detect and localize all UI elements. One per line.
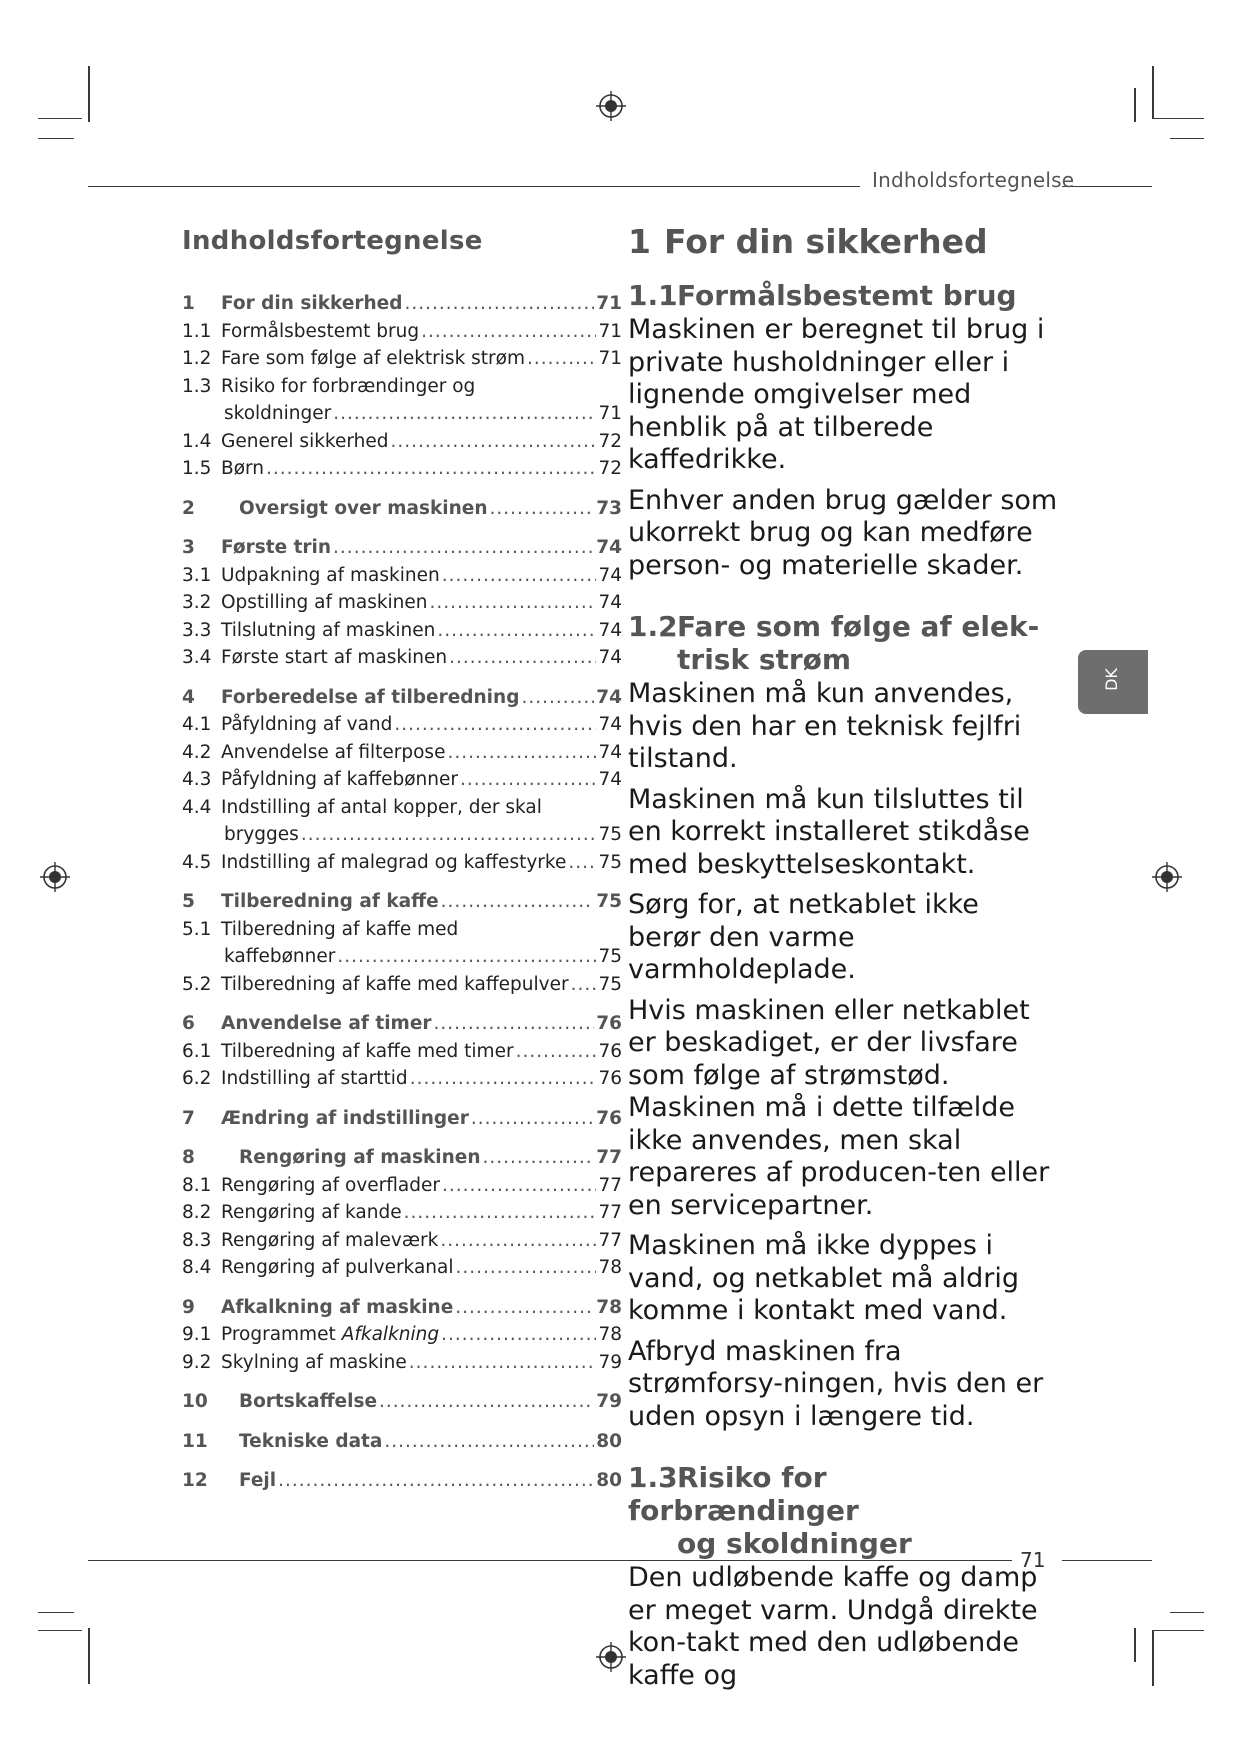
toc-title: Indholdsfortegnelse [182, 226, 483, 256]
toc-entry-label: Tilberedning af kaffe med [221, 918, 459, 940]
toc-entry-page: 74 [598, 592, 622, 613]
toc-entry-label: Forberedelse af tilberedning [221, 686, 520, 708]
crop-mark [38, 1612, 74, 1613]
toc-entry [182, 373, 622, 401]
toc-entry-label: Påfyldning af kaffebønner [221, 769, 458, 790]
toc-entry [182, 1467, 622, 1495]
toc-leader-dots [440, 1227, 596, 1255]
toc-entry [182, 1428, 622, 1456]
language-tab [1078, 650, 1148, 714]
paragraph: Afbryd maskinen fra strømforsy-ningen, hvis den er uden opsyn i længere tid. [628, 1335, 1044, 1432]
page-number: 71 [1020, 1548, 1046, 1572]
toc-entry-number: 3.3 [182, 619, 212, 641]
toc-entry-label: Indstilling af starttid [221, 1068, 408, 1089]
toc-entry-number: 8.3 [182, 1229, 212, 1251]
toc-entry-label: Børn [221, 458, 265, 479]
toc-entry-number: 3 [182, 537, 195, 558]
toc-entry-number: 9 [182, 1296, 195, 1318]
toc-entry-page: 75 [598, 973, 622, 995]
paragraph: Maskinen er beregnet til brug i private husholdninger eller i lignende omgivelser med henblik på at tilberede kaffedrikke. [628, 314, 1045, 475]
toc-entry-label: brygges [224, 824, 299, 845]
toc-entry [182, 1388, 622, 1416]
toc-entry-page: 74 [598, 619, 622, 641]
toc-entry-page: 71 [598, 403, 622, 424]
toc-leader-dots [442, 562, 597, 590]
toc-entry [182, 739, 622, 767]
toc-entry [182, 1321, 622, 1349]
toc-entry-number: 3.4 [182, 647, 212, 668]
paragraph: Maskinen må kun tilsluttes til en korrekt installeret stikdåse med beskyttelseskontakt. [628, 783, 1030, 880]
toc-entry [182, 821, 622, 849]
language-tab-label: DK [1101, 668, 1121, 691]
toc-entry-number: 1.4 [182, 430, 212, 452]
toc-entry-label: Afkalkning af maskine [221, 1296, 454, 1318]
toc-entry-number: 1.1 [182, 320, 212, 342]
section-heading: 1.2Fare som følge af elek- trisk strøm [628, 610, 1040, 676]
toc-entry-page: 72 [598, 458, 622, 479]
toc-entry [182, 345, 622, 373]
toc-entry-number: 6 [182, 1013, 195, 1034]
toc-entry [182, 562, 622, 590]
toc-entry [182, 400, 622, 428]
toc-leader-dots [379, 1388, 594, 1416]
toc-entry-label: Første start af maskinen [221, 647, 448, 668]
toc-entry-number: 9.1 [182, 1324, 212, 1345]
toc-entry-page: 77 [596, 1147, 622, 1168]
toc-entry-label: Rengøring af maleværk [221, 1229, 439, 1251]
toc-list [182, 290, 622, 1495]
crop-mark [1152, 118, 1204, 119]
toc-entry-page: 78 [598, 1324, 622, 1345]
toc-leader-dots [333, 400, 596, 428]
toc-entry-number: 6.1 [182, 1040, 212, 1062]
toc-leader-dots [430, 589, 597, 617]
toc-leader-dots [384, 1428, 594, 1456]
toc-leader-dots [455, 1294, 594, 1322]
toc-entry-number: 1 [182, 293, 195, 314]
paragraph: Maskinen må ikke dyppes i vand, og netkablet må aldrig komme i kontakt med vand. [628, 1230, 1019, 1326]
crop-mark [38, 138, 74, 139]
crop-mark [1134, 88, 1136, 122]
toc-entry-number: 3.1 [182, 564, 212, 586]
crop-mark [1152, 66, 1154, 118]
toc-entry-label: Rengøring af pulverkanal [221, 1257, 454, 1278]
toc-entry-label: Tilberedning af kaffe med kaffepulver [221, 973, 569, 995]
toc-entry [182, 589, 622, 617]
toc-entry [182, 644, 622, 672]
toc-entry-label: Formålsbestemt brug [221, 320, 420, 342]
toc-leader-dots [516, 1038, 597, 1066]
toc-entry [182, 495, 622, 523]
toc-entry-number: 4.3 [182, 769, 212, 790]
header-rule [88, 186, 860, 187]
toc-entry-page: 76 [598, 1040, 622, 1062]
toc-entry-label: Bortskaffelse [239, 1391, 378, 1412]
toc-entry-page: 71 [598, 348, 622, 369]
toc-leader-dots [571, 971, 597, 999]
paragraph: Hvis maskinen eller netkablet er beskadiget, er der livsfare som følge af strømstød. Maskinen må i dette tilfælde ikke anvendes, men skal repareres af producen-ten eller en servicepartner. [628, 994, 1050, 1221]
toc-entry [182, 888, 622, 916]
registration-mark-icon [40, 862, 70, 892]
crop-mark [38, 118, 82, 119]
toc-leader-dots [521, 684, 594, 712]
toc-entry-label: For din sikkerhed [221, 293, 403, 314]
toc-leader-dots [527, 345, 596, 373]
toc-entry-label: Udpakning af maskinen [221, 564, 440, 586]
footer-rule [1062, 1560, 1152, 1561]
toc-leader-dots [456, 1254, 597, 1282]
toc-entry-page: 74 [598, 769, 622, 790]
toc-entry-number: 5.2 [182, 973, 212, 995]
registration-mark-icon [596, 1642, 626, 1672]
toc-entry-number: 12 [182, 1470, 208, 1491]
table-of-contents [182, 226, 622, 1495]
toc-leader-dots [409, 1349, 597, 1377]
crop-mark [1152, 1630, 1204, 1631]
toc-entry-number: 8.1 [182, 1174, 212, 1196]
toc-entry-number: 10 [182, 1391, 208, 1412]
toc-entry-label: Tilslutning af maskinen [221, 619, 436, 641]
paragraph: Maskinen må kun anvendes, hvis den har en teknisk fejlfri tilstand. [628, 678, 1022, 774]
toc-entry-label: Indstilling af antal kopper, der skal [221, 796, 542, 818]
toc-entry-number: 8.2 [182, 1202, 212, 1223]
toc-entry [182, 1105, 622, 1133]
toc-entry [182, 794, 622, 822]
toc-entry [182, 766, 622, 794]
crop-mark [1170, 138, 1204, 139]
toc-entry-label: Risiko for forbrændinger og [221, 375, 476, 397]
toc-entry-label: Tilberedning af kaffe [221, 891, 439, 912]
toc-entry-label: Tekniske data [239, 1430, 383, 1452]
toc-entry-page: 79 [596, 1391, 622, 1412]
toc-entry-number: 5.1 [182, 918, 212, 940]
toc-entry-page: 76 [596, 1013, 622, 1034]
toc-entry-page: 77 [598, 1174, 622, 1196]
toc-entry-label: Indstilling af malegrad og kaffestyrke [221, 851, 567, 873]
toc-entry-number: 4 [182, 686, 195, 708]
toc-entry [182, 1144, 622, 1172]
toc-leader-dots [437, 617, 596, 645]
toc-entry-page: 76 [598, 1068, 622, 1089]
paragraph: Sørg for, at netkablet ikke berør den varme varmholdeplade. [628, 889, 979, 985]
toc-entry-label: Fare som følge af elektrisk strøm [221, 348, 525, 369]
toc-entry-label: Anvendelse af filterpose [221, 741, 446, 763]
main-content [628, 222, 1058, 1700]
toc-leader-dots [441, 1321, 596, 1349]
toc-entry-page: 77 [598, 1202, 622, 1223]
toc-entry [182, 1010, 622, 1038]
toc-entry-number: 4.1 [182, 714, 212, 735]
toc-leader-dots [441, 888, 595, 916]
toc-entry [182, 1172, 622, 1200]
toc-entry-page: 75 [598, 946, 622, 967]
toc-entry [182, 711, 622, 739]
section-heading: 1.3Risiko for forbrændinger og skoldninger [628, 1461, 912, 1560]
toc-leader-dots [404, 1199, 597, 1227]
toc-entry-label-italic: Afkalkning [341, 1324, 440, 1345]
crop-mark [88, 66, 90, 122]
toc-entry-number: 9.2 [182, 1351, 212, 1373]
toc-entry-number: 1.5 [182, 458, 212, 479]
toc-entry-page: 74 [598, 741, 622, 763]
toc-entry-label: Fejl [239, 1470, 277, 1491]
toc-entry-number: 6.2 [182, 1068, 212, 1089]
crop-mark [1170, 1612, 1204, 1613]
toc-entry-label: Rengøring af overflader [221, 1174, 440, 1196]
toc-entry [182, 684, 622, 712]
toc-entry-label: Opstilling af maskinen [221, 592, 428, 613]
toc-leader-dots [447, 739, 596, 767]
chapter-heading: 1 For din sikkerhed [628, 222, 988, 261]
toc-entry-page: 80 [596, 1470, 622, 1491]
toc-entry [182, 534, 622, 562]
toc-entry [182, 428, 622, 456]
toc-entry-page: 72 [598, 430, 622, 452]
paragraph: Den udløbende kaffe og damp er meget varm. Undgå direkte kon-takt med den udløbende kaffe og [628, 1562, 1038, 1691]
toc-entry-number: 8.4 [182, 1257, 212, 1278]
toc-entry-label: Anvendelse af timer [221, 1013, 432, 1034]
toc-entry-number: 8 [182, 1147, 195, 1168]
toc-entry-page: 71 [596, 293, 622, 314]
toc-entry-page: 76 [596, 1107, 622, 1129]
toc-entry-number: 4.2 [182, 741, 212, 763]
toc-entry-page: 75 [598, 824, 622, 845]
crop-mark [1134, 1628, 1136, 1662]
header-rule [1062, 186, 1152, 187]
toc-entry [182, 1227, 622, 1255]
toc-entry [182, 849, 622, 877]
toc-entry [182, 455, 622, 483]
toc-entry-label: Tilberedning af kaffe med timer [221, 1040, 514, 1062]
toc-entry [182, 943, 622, 971]
toc-entry [182, 290, 622, 318]
registration-mark-icon [1152, 862, 1182, 892]
toc-entry-page: 79 [598, 1351, 622, 1373]
toc-leader-dots [460, 766, 596, 794]
toc-leader-dots [266, 455, 596, 483]
toc-entry-page: 74 [598, 564, 622, 586]
toc-entry-label: Rengøring af maskinen [239, 1147, 481, 1168]
toc-entry [182, 1254, 622, 1282]
crop-mark [38, 1630, 82, 1631]
toc-entry [182, 318, 622, 346]
toc-leader-dots [394, 711, 596, 739]
toc-entry-page: 73 [596, 497, 622, 519]
toc-leader-dots [391, 428, 597, 456]
toc-entry-label: Rengøring af kande [221, 1202, 402, 1223]
toc-entry-number: 4.5 [182, 851, 212, 873]
toc-leader-dots [471, 1105, 594, 1133]
toc-leader-dots [410, 1065, 597, 1093]
toc-entry-label: kaffebønner [224, 946, 336, 967]
toc-leader-dots [301, 821, 597, 849]
registration-mark-icon [596, 91, 626, 121]
toc-entry-number: 2 [182, 497, 195, 519]
toc-entry-number: 1.2 [182, 348, 212, 369]
toc-entry-page: 78 [596, 1296, 622, 1318]
toc-entry [182, 617, 622, 645]
toc-entry [182, 971, 622, 999]
toc-entry-page: 75 [598, 851, 622, 873]
toc-entry-label: skoldninger [224, 403, 332, 424]
toc-leader-dots [483, 1144, 595, 1172]
toc-entry-number: 11 [182, 1430, 208, 1452]
toc-leader-dots [568, 849, 596, 877]
toc-entry-label: Oversigt over maskinen [239, 497, 488, 519]
toc-entry-number: 5 [182, 891, 195, 912]
toc-entry-number: 7 [182, 1107, 195, 1129]
crop-mark [1152, 1630, 1154, 1686]
toc-leader-dots [404, 290, 594, 318]
toc-entry-label: Skylning af maskine [221, 1351, 407, 1373]
toc-leader-dots [421, 318, 596, 346]
toc-leader-dots [278, 1467, 594, 1495]
paragraph: Enhver anden brug gælder som ukorrekt brug og kan medføre person- og materielle skader. [628, 484, 1058, 581]
toc-leader-dots [333, 534, 594, 562]
toc-entry-number: 4.4 [182, 796, 212, 818]
toc-entry-label: Programmet [221, 1324, 336, 1345]
toc-entry-page: 74 [596, 686, 622, 708]
toc-leader-dots [490, 495, 595, 523]
toc-entry-page: 77 [598, 1229, 622, 1251]
crop-mark [88, 1628, 90, 1684]
toc-entry-page: 71 [598, 320, 622, 342]
toc-leader-dots [449, 644, 596, 672]
toc-entry-label: Første trin [221, 537, 332, 558]
toc-entry-label: Ændring af indstillinger [221, 1107, 469, 1129]
toc-entry-page: 74 [598, 647, 622, 668]
toc-entry-label: Generel sikkerhed [221, 430, 389, 452]
toc-entry-number: 3.2 [182, 592, 212, 613]
toc-entry-page: 80 [596, 1430, 622, 1452]
toc-leader-dots [337, 943, 596, 971]
running-header: Indholdsfortegnelse [872, 168, 1075, 192]
toc-entry-label: Påfyldning af vand [221, 714, 393, 735]
toc-entry-number: 1.3 [182, 375, 212, 397]
toc-leader-dots [434, 1010, 595, 1038]
toc-entry [182, 916, 622, 944]
toc-entry-page: 75 [596, 891, 622, 912]
toc-entry [182, 1199, 622, 1227]
toc-entry [182, 1349, 622, 1377]
toc-entry [182, 1065, 622, 1093]
section-heading: 1.1Formålsbestemt brug [628, 279, 1017, 312]
toc-leader-dots [442, 1172, 596, 1200]
toc-entry-page: 74 [596, 537, 622, 558]
toc-entry [182, 1294, 622, 1322]
toc-entry-page: 78 [598, 1257, 622, 1278]
toc-entry [182, 1038, 622, 1066]
toc-entry-page: 74 [598, 714, 622, 735]
